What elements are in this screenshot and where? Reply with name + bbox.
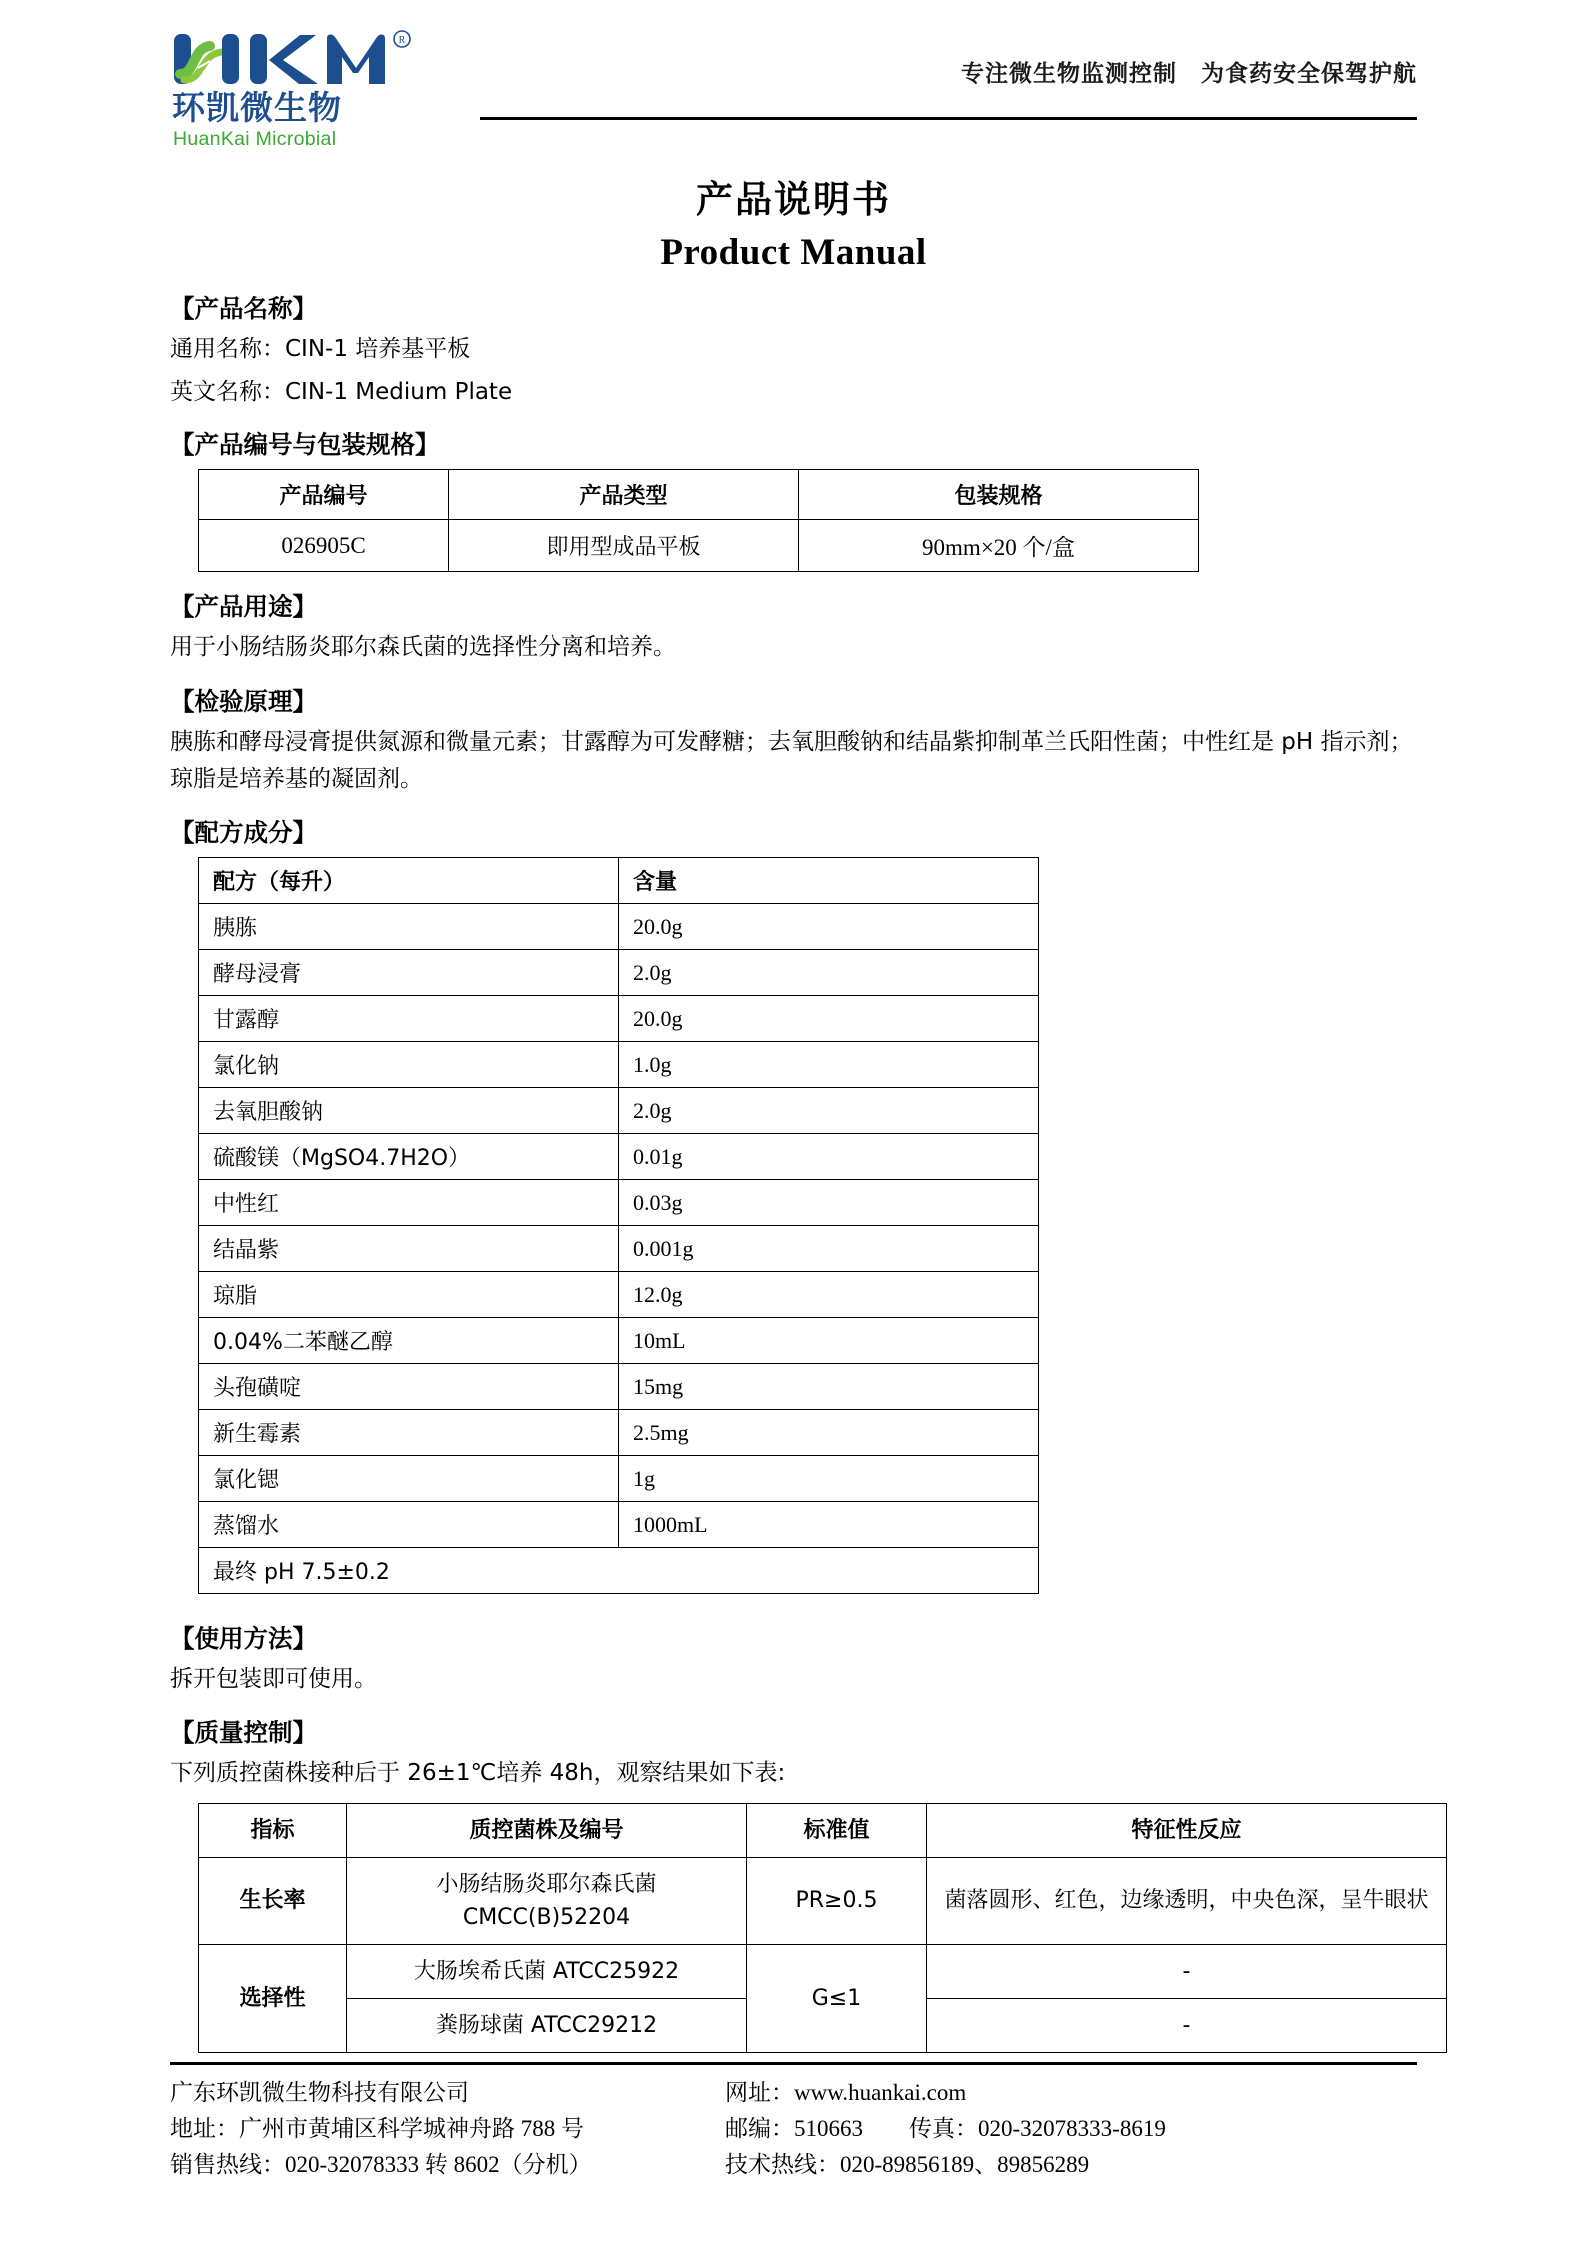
qc-reaction: 菌落圆形、红色，边缘透明，中央色深，呈牛眼状 [927,1857,1447,1944]
formula-ingredient: 新生霉素 [199,1410,619,1456]
footer-address: 地址：广州市黄埔区科学城神舟路 788 号 [170,2116,584,2142]
table-row [199,1088,1039,1134]
table-row [199,904,1039,950]
formula-ingredient: 胰胨 [199,904,619,950]
spec-cell-code: 026905C [199,520,449,572]
qc-strain: 小肠结肠炎耶尔森氏菌 CMCC(B)52204 [347,1857,747,1944]
generic-name-row [170,332,1417,368]
formula-amount: 1.0g [619,1042,1039,1088]
section-heading-spec: 【产品编号与包装规格】 [170,430,440,460]
qc-reaction: - [927,1944,1447,1998]
table-row [199,1272,1039,1318]
qc-strain: 粪肠球菌 ATCC29212 [347,1998,747,2052]
formula-table [198,857,1039,1594]
hkm-logo-icon [170,28,440,90]
formula-amount: 20.0g [619,904,1039,950]
formula-ingredient: 硫酸镁（MgSO4.7H2O） [199,1134,619,1180]
formula-table-header-row [199,858,1039,904]
spec-col-type: 产品类型 [449,470,799,520]
table-row [199,1944,1447,1998]
formula-amount: 20.0g [619,996,1039,1042]
formula-amount: 0.01g [619,1134,1039,1180]
footer-divider [170,2062,1417,2065]
table-row [199,1410,1039,1456]
formula-amount: 1g [619,1456,1039,1502]
logo-english-name: HuanKai Microbial [173,127,337,150]
spec-col-package: 包装规格 [799,470,1199,520]
table-row [199,1502,1039,1548]
spec-col-code: 产品编号 [199,470,449,520]
formula-ingredient: 琼脂 [199,1272,619,1318]
page-title-chinese: 产品说明书 [696,178,891,221]
table-row [199,1180,1039,1226]
formula-ph-note: 最终 pH 7.5±0.2 [199,1548,1039,1594]
table-row [199,1857,1447,1944]
formula-amount: 0.03g [619,1180,1039,1226]
page-title-english: Product Manual [660,232,927,273]
section-heading-formula: 【配方成分】 [170,818,317,848]
logo-chinese-name: 环凯微生物 [172,89,342,126]
formula-ingredient: 蒸馏水 [199,1502,619,1548]
spec-cell-type: 即用型成品平板 [449,520,799,572]
table-row [199,520,1199,572]
formula-amount: 2.0g [619,950,1039,996]
formula-amount: 12.0g [619,1272,1039,1318]
table-row [199,996,1039,1042]
formula-ingredient: 头孢磺啶 [199,1364,619,1410]
section-heading-product-name: 【产品名称】 [170,294,317,323]
section-heading-principle: 【检验原理】 [170,686,317,716]
principle-text: 胰胨和酵母浸膏提供氮源和微量元素；甘露醇为可发酵糖；去氧胆酸钠和结晶紫抑制革兰氏阳性菌；中性红是 pH 指示剂；琼脂是培养基的凝固剂。 [170,728,1413,792]
svg-text:R: R [398,35,406,46]
generic-name-value: CIN-1 培养基平板 [285,336,471,362]
formula-ingredient: 氯化锶 [199,1456,619,1502]
formula-amount: 0.001g [619,1226,1039,1272]
spec-cell-package: 90mm×20 个/盒 [799,520,1199,572]
company-logo [170,28,460,151]
spec-table [198,469,1199,572]
footer-left-column [170,2075,725,2183]
formula-amount: 15mg [619,1364,1039,1410]
formula-ingredient: 0.04%二苯醚乙醇 [199,1318,619,1364]
footer-company-name: 广东环凯微生物科技有限公司 [170,2080,469,2106]
page-header [170,0,1417,155]
section-heading-purpose: 【产品用途】 [170,592,317,622]
english-name-value: CIN-1 Medium Plate [285,378,513,405]
formula-col-ingredient: 配方（每升） [199,858,619,904]
footer-right-column [725,2075,1417,2183]
qc-col-indicator: 指标 [199,1803,347,1857]
quality-control-intro: 下列质控菌株接种后于 26±1℃培养 48h，观察结果如下表: [170,1760,786,1787]
spec-table-header-row [199,470,1199,520]
qc-standard: G≤1 [747,1944,927,2052]
table-row [199,1548,1039,1594]
footer-postcode-fax: 邮编：510663 传真：020-32078333-8619 [725,2116,1166,2142]
formula-ingredient: 结晶紫 [199,1226,619,1272]
footer-tech-hotline: 技术热线：020-89856189、89856289 [725,2152,1090,2178]
qc-table-header-row [199,1803,1447,1857]
formula-col-amount: 含量 [619,858,1039,904]
footer-sales-hotline: 销售热线：020-32078333 转 8602（分机） [170,2152,592,2178]
formula-ingredient: 甘露醇 [199,996,619,1042]
qc-col-standard: 标准值 [747,1803,927,1857]
english-name-row [170,375,1417,411]
table-row [199,1364,1039,1410]
table-row [199,1134,1039,1180]
table-row [199,1318,1039,1364]
quality-control-table [198,1803,1447,2053]
formula-ingredient: 氯化钠 [199,1042,619,1088]
header-divider [480,117,1417,120]
qc-indicator: 选择性 [199,1944,347,2052]
qc-col-reaction: 特征性反应 [927,1803,1447,1857]
qc-indicator: 生长率 [199,1857,347,1944]
table-row [199,1226,1039,1272]
generic-name-label: 通用名称： [170,336,285,362]
formula-amount: 2.5mg [619,1410,1039,1456]
formula-ingredient: 去氧胆酸钠 [199,1088,619,1134]
formula-amount: 10mL [619,1318,1039,1364]
formula-amount: 2.0g [619,1088,1039,1134]
section-heading-method: 【使用方法】 [170,1624,317,1654]
qc-col-strain: 质控菌株及编号 [347,1803,747,1857]
method-text: 拆开包装即可使用。 [170,1666,377,1693]
table-row [199,1042,1039,1088]
purpose-text: 用于小肠结肠炎耶尔森氏菌的选择性分离和培养。 [170,634,676,661]
table-row [199,950,1039,996]
qc-standard: PR≥0.5 [747,1857,927,1944]
page-footer [170,2062,1417,2183]
footer-website: 网址：www.huankai.com [725,2080,967,2106]
table-row [199,1456,1039,1502]
formula-amount: 1000mL [619,1502,1039,1548]
formula-ingredient: 酵母浸膏 [199,950,619,996]
english-name-label: 英文名称： [170,378,285,405]
formula-ingredient: 中性红 [199,1180,619,1226]
qc-reaction: - [927,1998,1447,2052]
header-tagline: 专注微生物监测控制 为食药安全保驾护航 [961,61,1417,87]
qc-strain: 大肠埃希氏菌 ATCC25922 [347,1944,747,1998]
section-heading-quality-control: 【质量控制】 [170,1718,317,1748]
